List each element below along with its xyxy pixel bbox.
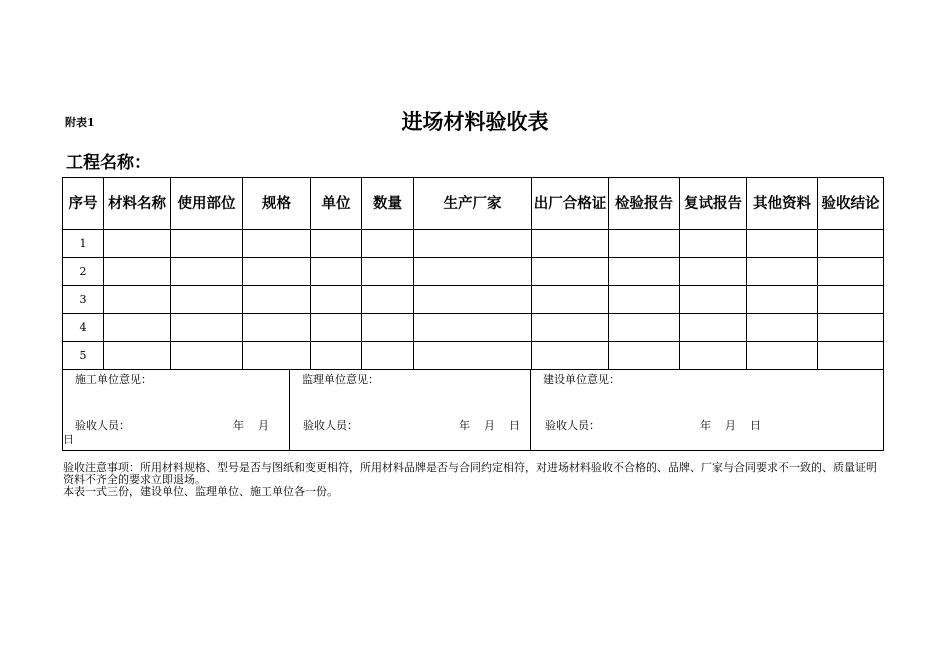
- table-cell[interactable]: [171, 286, 243, 314]
- table-cell[interactable]: [311, 258, 362, 286]
- header-conclusion: 验收结论: [818, 178, 884, 230]
- table-cell[interactable]: [680, 342, 747, 370]
- table-cell[interactable]: [311, 230, 362, 258]
- table-cell[interactable]: [414, 286, 532, 314]
- header-seq: 序号: [63, 178, 104, 230]
- acceptance-notes: [63, 462, 885, 498]
- table-cell[interactable]: [311, 286, 362, 314]
- page-title: 进场材料验收表: [401, 110, 549, 134]
- table-cell[interactable]: [104, 342, 171, 370]
- table-row: [63, 230, 884, 258]
- row-number: 1: [63, 230, 104, 258]
- table-cell[interactable]: [362, 342, 414, 370]
- supervision-unit-opinion-label: 监理单位意见：: [302, 373, 379, 386]
- table-cell[interactable]: [609, 342, 680, 370]
- table-cell[interactable]: [362, 286, 414, 314]
- table-cell[interactable]: [818, 230, 884, 258]
- owner-inspector-label: 验收人员：: [545, 419, 600, 432]
- table-cell[interactable]: [243, 258, 311, 286]
- row-number: 2: [63, 258, 104, 286]
- header-material-name: 材料名称: [104, 178, 171, 230]
- table-cell[interactable]: [609, 230, 680, 258]
- table-cell[interactable]: [414, 314, 532, 342]
- table-row: [63, 314, 884, 342]
- header-retest-report: 复试报告: [680, 178, 747, 230]
- table-cell[interactable]: [414, 230, 532, 258]
- header-unit: 单位: [311, 178, 362, 230]
- table-cell[interactable]: [243, 342, 311, 370]
- table-cell[interactable]: [532, 286, 609, 314]
- signature-table: [62, 369, 884, 451]
- table-cell[interactable]: [104, 314, 171, 342]
- owner-unit-opinion-cell[interactable]: [531, 369, 884, 451]
- table-cell[interactable]: [609, 258, 680, 286]
- notes-line-1: 验收注意事项：所用材料规格、型号是否与图纸和变更相符，所用材料品牌是否与合同约定相符，对进场材料验收不合格的、品牌、厂家与合同要求不一致的、质量证明资料不齐全的要求立即退场。: [63, 461, 877, 486]
- construction-date-label: 年 月: [233, 419, 269, 432]
- row-number: 3: [63, 286, 104, 314]
- table-cell[interactable]: [680, 314, 747, 342]
- owner-unit-opinion-label: 建设单位意见：: [543, 373, 620, 386]
- table-header-row: [63, 178, 884, 230]
- table-cell[interactable]: [747, 314, 818, 342]
- table-cell[interactable]: [818, 314, 884, 342]
- table-cell[interactable]: [104, 230, 171, 258]
- table-cell[interactable]: [532, 342, 609, 370]
- table-row: [63, 258, 884, 286]
- construction-unit-opinion-label: 施工单位意见：: [75, 373, 152, 386]
- table-cell[interactable]: [243, 314, 311, 342]
- table-cell[interactable]: [747, 230, 818, 258]
- table-row: [63, 342, 884, 370]
- table-cell[interactable]: [818, 342, 884, 370]
- header-certificate: 出厂合格证: [532, 178, 609, 230]
- table-cell[interactable]: [243, 286, 311, 314]
- table-cell[interactable]: [680, 258, 747, 286]
- table-cell[interactable]: [532, 258, 609, 286]
- supervision-date-label: 年 月 日: [459, 419, 520, 432]
- header-quantity: 数量: [362, 178, 414, 230]
- supervision-inspector-label: 验收人员：: [303, 419, 358, 432]
- table-cell[interactable]: [104, 258, 171, 286]
- construction-date-day: 日: [63, 433, 74, 446]
- owner-date-label: 年 月 日: [700, 419, 761, 432]
- table-cell[interactable]: [609, 286, 680, 314]
- row-number: 4: [63, 314, 104, 342]
- appendix-label: 附表1: [65, 116, 95, 129]
- table-cell[interactable]: [680, 286, 747, 314]
- table-cell[interactable]: [532, 314, 609, 342]
- table-cell[interactable]: [171, 342, 243, 370]
- project-name-label: 工程名称：: [66, 153, 151, 173]
- material-acceptance-table: [62, 177, 884, 370]
- table-cell[interactable]: [747, 286, 818, 314]
- table-cell[interactable]: [818, 286, 884, 314]
- table-cell[interactable]: [747, 342, 818, 370]
- header-manufacturer: 生产厂家: [414, 178, 532, 230]
- table-cell[interactable]: [680, 230, 747, 258]
- table-cell[interactable]: [171, 258, 243, 286]
- header-spec: 规格: [243, 178, 311, 230]
- header-other-docs: 其他资料: [747, 178, 818, 230]
- table-cell[interactable]: [747, 258, 818, 286]
- table-cell[interactable]: [818, 258, 884, 286]
- table-cell[interactable]: [532, 230, 609, 258]
- table-cell[interactable]: [311, 314, 362, 342]
- table-cell[interactable]: [609, 314, 680, 342]
- table-cell[interactable]: [362, 258, 414, 286]
- table-cell[interactable]: [104, 286, 171, 314]
- table-cell[interactable]: [362, 314, 414, 342]
- table-row: [63, 286, 884, 314]
- construction-inspector-label: 验收人员：: [75, 419, 130, 432]
- row-number: 5: [63, 342, 104, 370]
- table-cell[interactable]: [414, 258, 532, 286]
- supervision-unit-opinion-cell[interactable]: [290, 369, 531, 451]
- header-usage-location: 使用部位: [171, 178, 243, 230]
- construction-unit-opinion-cell[interactable]: [63, 369, 290, 451]
- notes-line-2: 本表一式三份，建设单位、监理单位、施工单位各一份。: [63, 485, 338, 498]
- table-cell[interactable]: [171, 314, 243, 342]
- table-cell[interactable]: [362, 230, 414, 258]
- header-inspection-report: 检验报告: [609, 178, 680, 230]
- table-cell[interactable]: [311, 342, 362, 370]
- table-cell[interactable]: [171, 230, 243, 258]
- table-cell[interactable]: [414, 342, 532, 370]
- table-cell[interactable]: [243, 230, 311, 258]
